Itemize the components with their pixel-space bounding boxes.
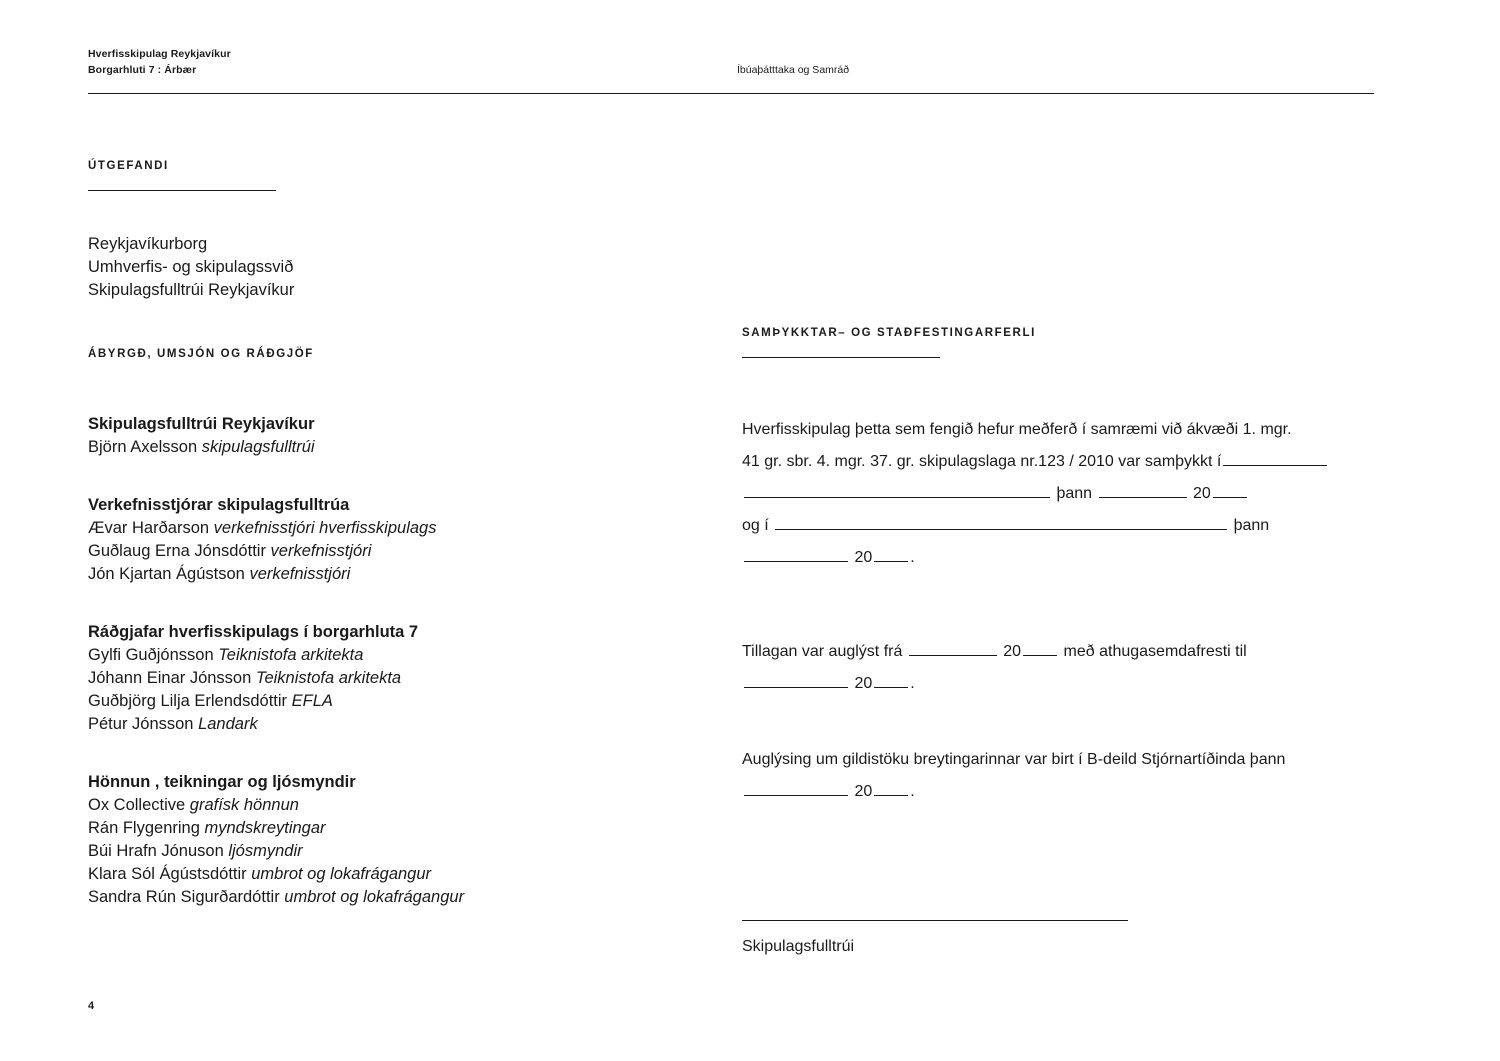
approval-blank-field[interactable] <box>744 779 848 796</box>
approval-blank-field[interactable] <box>874 779 908 796</box>
header-divider <box>88 93 1374 94</box>
credit-line <box>88 863 648 886</box>
credit-person-role: myndskreytingar <box>204 819 326 837</box>
credit-person-role: Teiknistofa arkitekta <box>218 646 364 664</box>
credit-line <box>88 540 648 563</box>
approval-text: 20 <box>854 675 873 692</box>
credit-group-heading: Hönnun , teikningar og ljósmyndir <box>88 773 356 791</box>
credit-person-role: ljósmyndir <box>228 842 303 860</box>
credit-person-role: skipulagsfulltrúi <box>201 438 315 456</box>
credit-line <box>88 713 648 736</box>
publisher-block <box>88 233 648 302</box>
credit-line <box>88 563 648 586</box>
approval-text: . <box>910 783 915 800</box>
publisher-line: Reykjavíkurborg <box>88 235 208 253</box>
approval-text: 41 gr. sbr. 4. mgr. 37. gr. skipulagslaga nr.123 / 2010 var samþykkt í <box>742 453 1222 470</box>
credit-group <box>88 770 648 909</box>
publisher-rule <box>88 190 276 191</box>
approval-paragraph-1 <box>742 414 1378 574</box>
credit-person-role: Landark <box>198 715 258 733</box>
credit-person-name: Gylfi Guðjónsson <box>88 646 219 664</box>
publisher-line: Umhverfis- og skipulagssvið <box>88 258 294 276</box>
approval-rule <box>742 357 940 358</box>
credit-person-role: verkefnisstjóri <box>270 542 372 560</box>
approval-paragraph-2 <box>742 636 1378 700</box>
header-title-line1: Hverfisskipulag Reykjavíkur <box>88 48 231 60</box>
credit-person-role: verkefnisstjóri hverfisskipulags <box>213 519 437 537</box>
approval-text: með athugasemdafresti til <box>1063 643 1247 660</box>
left-column <box>88 160 648 909</box>
page-header <box>88 46 1374 94</box>
right-column <box>742 327 1378 959</box>
approval-blank-field[interactable] <box>909 639 997 656</box>
header-section-label: Íbúaþátttaka og Samráð <box>737 64 850 76</box>
approval-blank-field[interactable] <box>775 513 1227 530</box>
publisher-line: Skipulagsfulltrúi Reykjavíkur <box>88 281 295 299</box>
approval-blank-field[interactable] <box>1223 449 1327 466</box>
credits-section-title: ÁBYRGÐ, UMSJÓN OG RÁÐGJÖF <box>88 348 314 360</box>
credit-group-heading: Skipulagsfulltrúi Reykjavíkur <box>88 415 315 433</box>
credit-person-name: Jóhann Einar Jónsson <box>88 669 256 687</box>
approval-text: þann <box>1056 485 1093 502</box>
signature-label: Skipulagsfulltrúi <box>742 938 855 955</box>
credit-person-role: verkefnisstjóri <box>249 565 351 583</box>
header-title-block <box>88 46 231 78</box>
approval-blank-field[interactable] <box>744 545 848 562</box>
credit-person-role: EFLA <box>291 692 333 710</box>
credit-person-name: Ox Collective <box>88 796 190 814</box>
signature-line[interactable] <box>742 920 1128 921</box>
credit-group <box>88 620 648 736</box>
credit-line <box>88 667 648 690</box>
credit-person-name: Sandra Rún Sigurðardóttir <box>88 888 285 906</box>
credit-line <box>88 794 648 817</box>
credit-group <box>88 412 648 459</box>
page-number: 4 <box>88 1000 95 1012</box>
credit-person-name: Rán Flygenring <box>88 819 205 837</box>
approval-text: Hverfisskipulag þetta sem fengið hefur meðferð í samræmi við ákvæði 1. mgr. <box>742 421 1292 438</box>
credit-person-role: umbrot og lokafrágangur <box>284 888 465 906</box>
approval-paragraph-3 <box>742 744 1378 808</box>
credit-group-heading: Ráðgjafar hverfisskipulags í borgarhluta 7 <box>88 623 419 641</box>
header-title-line2: Borgarhluti 7 : Árbær <box>88 64 197 76</box>
credit-line <box>88 886 648 909</box>
publisher-section-title: ÚTGEFANDI <box>88 160 169 172</box>
approval-text: . <box>910 675 915 692</box>
approval-blank-field[interactable] <box>1213 481 1247 498</box>
credit-person-name: Jón Kjartan Ágústson <box>88 565 250 583</box>
credit-person-name: Búi Hrafn Jónuson <box>88 842 229 860</box>
credit-line <box>88 840 648 863</box>
approval-blank-field[interactable] <box>744 481 1050 498</box>
approval-blank-field[interactable] <box>1023 639 1057 656</box>
approval-blank-field[interactable] <box>874 671 908 688</box>
approval-text: 20 <box>1192 485 1211 502</box>
credit-group <box>88 493 648 586</box>
credit-line <box>88 690 648 713</box>
credit-person-role: umbrot og lokafrágangur <box>251 865 432 883</box>
credit-person-name: Pétur Jónsson <box>88 715 199 733</box>
approval-text: 20 <box>854 549 873 566</box>
credit-person-name: Ævar Harðarson <box>88 519 214 537</box>
credit-person-name: Guðlaug Erna Jónsdóttir <box>88 542 271 560</box>
approval-text: 20 <box>854 783 873 800</box>
credit-line <box>88 436 648 459</box>
approval-text: . <box>910 549 915 566</box>
approval-section-title: SAMÞYKKTAR– OG STAÐFESTINGARFERLI <box>742 327 1036 339</box>
credit-person-name: Guðbjörg Lilja Erlendsdóttir <box>88 692 292 710</box>
credit-group-heading: Verkefnisstjórar skipulagsfulltrúa <box>88 496 350 514</box>
approval-text: þann <box>1233 517 1270 534</box>
credit-line <box>88 644 648 667</box>
approval-blank-field[interactable] <box>1099 481 1187 498</box>
credit-person-name: Klara Sól Ágústsdóttir <box>88 865 252 883</box>
approval-text: Tillagan var auglýst frá <box>742 643 903 660</box>
approval-blank-field[interactable] <box>874 545 908 562</box>
approval-text: og í <box>742 517 769 534</box>
credit-person-role: Teiknistofa arkitekta <box>255 669 402 687</box>
credit-person-role: grafísk hönnun <box>189 796 299 814</box>
approval-blank-field[interactable] <box>744 671 848 688</box>
approval-text: Auglýsing um gildistöku breytingarinnar var birt í B-deild Stjórnartíðinda þann <box>742 751 1286 768</box>
approval-text: 20 <box>1003 643 1022 660</box>
credit-person-name: Björn Axelsson <box>88 438 202 456</box>
credit-line <box>88 817 648 840</box>
credit-line <box>88 517 648 540</box>
